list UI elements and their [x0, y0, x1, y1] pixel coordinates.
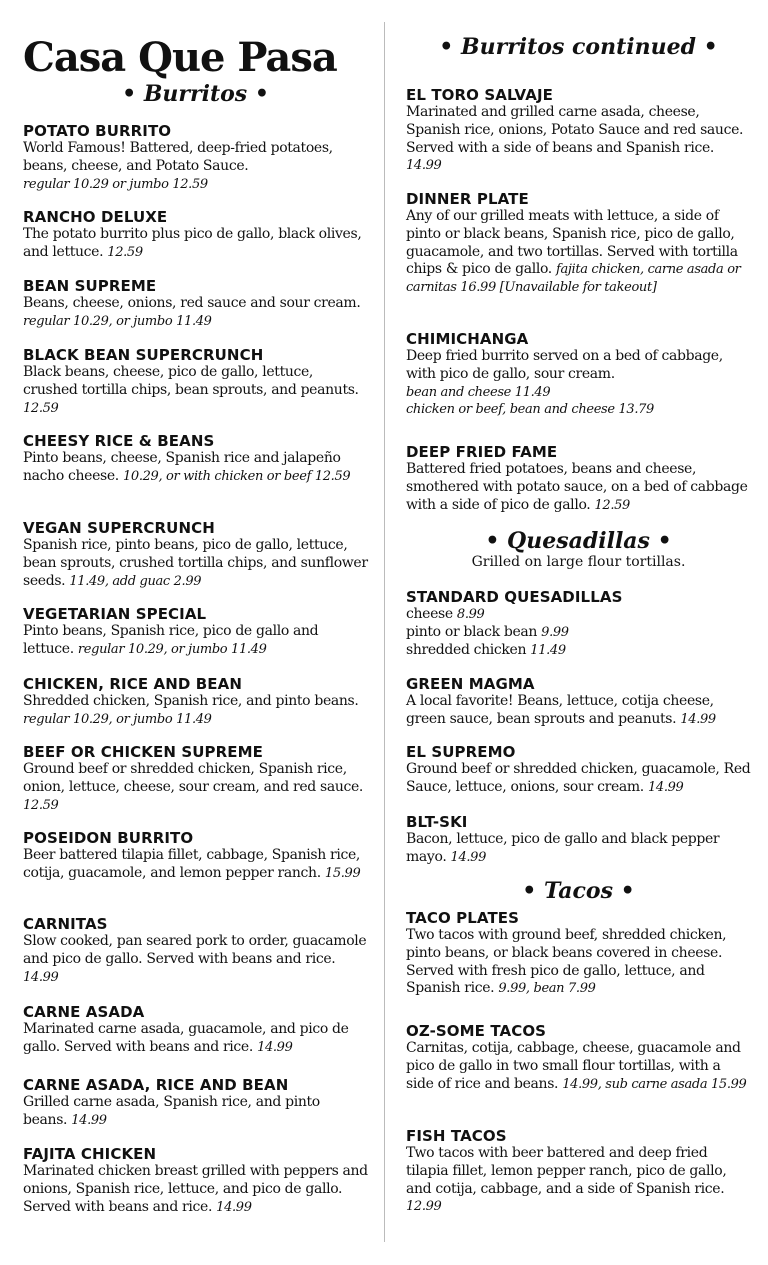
item-price: regular 10.29, or jumbo 11.49	[23, 313, 212, 329]
quesadillas-header	[406, 528, 751, 570]
section-title-burritos-continued: • Burritos continued •	[439, 34, 718, 60]
section-title-quesadillas: • Quesadillas •	[485, 528, 672, 554]
option-row	[406, 606, 751, 624]
item-description: Slow cooked, pan seared pork to order, guacamole and pico de gallo. Served with beans and rice.	[23, 933, 367, 967]
item-price: 8.99	[456, 607, 485, 622]
item-name: OZ-SOME TACOS	[406, 1022, 547, 1040]
item-price: 10.29, or with chicken or beef 12.59	[123, 468, 351, 484]
item-name: BEAN SUPREME	[23, 277, 157, 295]
menu-item	[406, 1127, 751, 1216]
item-name: FISH TACOS	[406, 1127, 507, 1145]
item-price: 14.99, sub carne asada 15.99	[562, 1076, 747, 1092]
menu-item	[406, 588, 751, 659]
menu-item	[23, 743, 368, 814]
menu-item	[23, 1145, 368, 1216]
item-price: 14.99	[71, 1112, 107, 1128]
restaurant-name: Casa Que Pasa	[23, 34, 337, 81]
item-price: 9.99	[541, 624, 569, 640]
item-description: Black beans, cheese, pico de gallo, lettuce, crushed tortilla chips, bean sprouts, and peanuts.	[23, 364, 359, 398]
menu-item	[406, 190, 751, 297]
item-price: 14.99	[450, 849, 486, 865]
item-price: 14.99	[406, 158, 442, 174]
item-price: regular 10.29 or jumbo 12.59	[23, 176, 208, 192]
menu-item	[23, 122, 368, 193]
section-subtitle-quesadillas: Grilled on large flour tortillas.	[471, 554, 686, 570]
item-description: Marinated carne asada, guacamole, and pico de gallo. Served with beans and rice.	[23, 1021, 349, 1055]
menu-item	[406, 443, 751, 514]
item-description: Ground beef or shredded chicken, guacamole, Red Sauce, lettuce, onions, sour cream.	[406, 761, 751, 795]
item-price: 12.59	[107, 244, 143, 260]
menu-item	[23, 432, 368, 486]
option-label: pinto or black bean	[406, 623, 538, 640]
item-name: CARNE ASADA, RICE AND BEAN	[23, 1076, 289, 1094]
item-name: POTATO BURRITO	[23, 122, 172, 140]
menu-item	[406, 743, 751, 797]
item-name: BLT-SKI	[406, 813, 468, 831]
menu-item	[23, 1076, 368, 1130]
item-price: regular 10.29, or jumbo 11.49	[23, 711, 212, 727]
item-name: CARNE ASADA	[23, 1003, 145, 1021]
menu-item	[23, 915, 368, 986]
item-name: CHICKEN, RICE AND BEAN	[23, 675, 242, 693]
item-name: VEGETARIAN SPECIAL	[23, 605, 207, 623]
item-price: 12.59	[594, 497, 630, 513]
item-description: Grilled carne asada, Spanish rice, and pinto beans.	[23, 1094, 320, 1128]
item-description: Ground beef or shredded chicken, Spanish rice, onion, lettuce, cheese, sour cream, and red sauce.	[23, 761, 364, 795]
menu-item	[406, 813, 751, 867]
item-description: Deep fried burrito served on a bed of cabbage, with pico de gallo, sour cream.	[406, 348, 723, 382]
item-name: CHEESY RICE & BEANS	[23, 432, 215, 450]
item-price: 11.49, add guac 2.99	[69, 573, 202, 589]
option-label: shredded chicken	[406, 641, 527, 658]
section-title-tacos: • Tacos •	[522, 878, 635, 904]
item-price: 14.99	[216, 1199, 252, 1215]
item-price: bean and cheese 11.49	[406, 384, 551, 400]
item-description: Bacon, lettuce, pico de gallo and black pepper mayo.	[406, 831, 720, 865]
menu-item	[406, 1022, 751, 1093]
item-name: BEEF OR CHICKEN SUPREME	[23, 743, 263, 761]
item-name: POSEIDON BURRITO	[23, 829, 194, 847]
menu-item	[23, 277, 368, 331]
item-price: regular 10.29, or jumbo 11.49	[77, 641, 267, 657]
item-description: Two tacos with ground beef, shredded chicken, pinto beans, or black beans covered in cheese. Served with fresh pico de gallo, lettuce, and Spanish rice.	[406, 927, 727, 997]
item-description: Battered fried potatoes, beans and cheese, smothered with potato sauce, on a bed of cabbage with a side of pico de gallo.	[406, 461, 748, 513]
item-price: 14.99	[680, 711, 716, 727]
item-price: chicken or beef, bean and cheese 13.79	[406, 402, 654, 418]
item-name: RANCHO DELUXE	[23, 208, 168, 226]
item-price: 12.99	[406, 1199, 442, 1215]
menu-item	[406, 909, 751, 998]
item-name: DEEP FRIED FAME	[406, 443, 558, 461]
item-description: Marinated chicken breast grilled with peppers and onions, Spanish rice, lettuce, and pico de gallo. Served with beans and rice.	[23, 1163, 368, 1215]
item-description: Beans, cheese, onions, red sauce and sour cream.	[23, 295, 361, 311]
option-row	[406, 624, 751, 642]
item-description: Pinto beans, cheese, Spanish rice and jalapeño nacho cheese.	[23, 450, 341, 484]
item-name: DINNER PLATE	[406, 190, 529, 208]
item-description: Marinated and grilled carne asada, cheese, Spanish rice, onions, Potato Sauce and red sauce. Served with a side of beans and Spanish rice.	[406, 104, 744, 156]
item-price: 14.99	[23, 969, 59, 985]
menu-item	[23, 829, 368, 883]
item-name: CHIMICHANGA	[406, 330, 529, 348]
column-divider	[384, 22, 385, 1242]
menu-item	[406, 330, 751, 419]
item-description: Two tacos with beer battered and deep fried tilapia fillet, lemon pepper ranch, pico de gallo, and cotija, cabbage, and a side of Spanish rice.	[406, 1145, 727, 1197]
item-name: STANDARD QUESADILLAS	[406, 588, 623, 606]
item-price: 12.59	[23, 797, 59, 813]
item-name: BLACK BEAN SUPERCRUNCH	[23, 346, 264, 364]
menu-item	[23, 346, 368, 417]
menu-item	[23, 1003, 368, 1057]
item-price: 15.99	[324, 865, 361, 881]
section-title-burritos: • Burritos •	[122, 81, 269, 107]
item-description: Beer battered tilapia fillet, cabbage, Spanish rice, cotija, guacamole, and lemon pepper ranch.	[23, 847, 361, 881]
item-name: EL SUPREMO	[406, 743, 516, 761]
item-price: 11.49	[530, 642, 566, 658]
item-description: Spanish rice, pinto beans, pico de gallo, lettuce, bean sprouts, crushed tortilla chips, and sunflower seeds.	[23, 537, 368, 589]
item-description: The potato burrito plus pico de gallo, black olives, and lettuce.	[23, 226, 362, 260]
item-name: VEGAN SUPERCRUNCH	[23, 519, 215, 537]
item-name: FAJITA CHICKEN	[23, 1145, 157, 1163]
menu-item	[23, 208, 368, 262]
item-description: A local favorite! Beans, lettuce, cotija cheese, green sauce, bean sprouts and peanuts.	[406, 693, 714, 727]
menu-item	[406, 86, 751, 175]
item-price: fajita chicken, carne asada or carnitas 16.99 [Unavailable for takeout]	[406, 262, 741, 296]
item-description: Any of our grilled meats with lettuce, a side of pinto or black beans, Spanish rice, pico de gallo, guacamole, and two tortillas. Served with tortilla chips & pico de gallo.	[406, 208, 738, 278]
menu-item	[23, 675, 368, 729]
item-description: Pinto beans, Spanish rice, pico de gallo and lettuce.	[23, 623, 319, 657]
item-price: 9.99, bean 7.99	[498, 981, 596, 997]
item-name: GREEN MAGMA	[406, 675, 535, 693]
item-price: 14.99	[257, 1039, 293, 1055]
item-description: World Famous! Battered, deep-fried potatoes, beans, cheese, and Potato Sauce.	[23, 140, 333, 174]
item-name: EL TORO SALVAJE	[406, 86, 553, 104]
item-description: Shredded chicken, Spanish rice, and pinto beans.	[23, 693, 359, 709]
menu-item	[406, 675, 751, 729]
menu-item	[23, 519, 368, 590]
item-name: CARNITAS	[23, 915, 108, 933]
option-row	[406, 642, 751, 660]
option-label: cheese	[406, 606, 453, 622]
item-name: TACO PLATES	[406, 909, 520, 927]
menu-item	[23, 605, 368, 659]
item-price: 12.59	[23, 400, 59, 416]
item-description: Carnitas, cotija, cabbage, cheese, guacamole and pico de gallo in two small flour tortillas, with a side of rice and beans.	[406, 1040, 741, 1092]
item-price: 14.99	[648, 779, 684, 795]
